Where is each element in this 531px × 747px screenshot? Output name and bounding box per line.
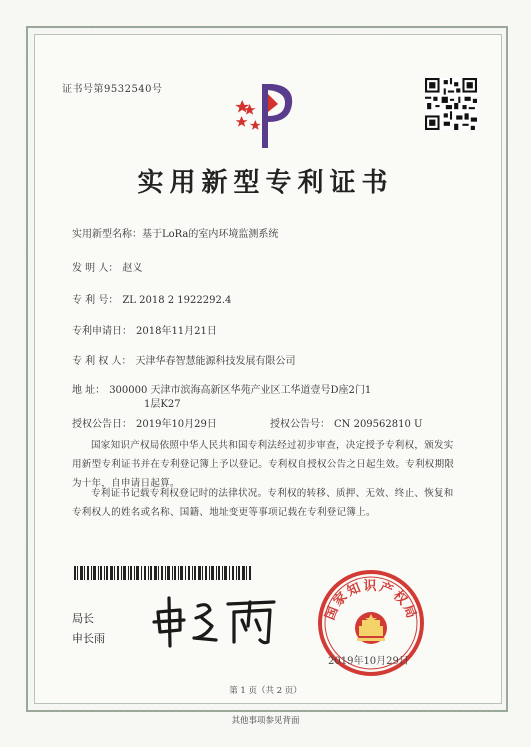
barcode-icon	[74, 566, 252, 580]
address-value-line2: 1层K27	[144, 399, 181, 410]
statement-paragraph-2: 专利证书记载专利权登记时的法律状况。专利权的转移、质押、无效、终止、恢复和专利权人的姓名或名称、国籍、地址变更等事项记载在专利登记簿上。	[72, 488, 454, 518]
qr-code-icon	[425, 78, 477, 130]
utility-model-name-row	[72, 225, 278, 240]
handwritten-signature	[150, 592, 280, 648]
footer-note: 其他事项参见背面	[231, 716, 300, 726]
certificate-number: 证书号第9532540号	[62, 84, 163, 95]
filing-date-row	[72, 322, 217, 337]
address-row-continued	[144, 395, 181, 410]
patent-number-label: 专 利 号：	[72, 295, 119, 306]
patent-number-value: ZL 2018 2 1922292.4	[122, 295, 232, 306]
inventor-label: 发 明 人：	[72, 263, 119, 274]
seal-date: 2019年10月29日	[328, 656, 409, 667]
patentee-row	[72, 352, 296, 367]
statement-paragraph-1: 国家知识产权局依照中华人民共和国专利法经过初步审查，决定授予专利权，颁发实用新型专利证书并在专利登记簿上予以登记。专利权自授权公告之日起生效。专利权期限为十年，自申请日起算。	[72, 440, 455, 489]
grant-number-label: 授权公告号：	[270, 419, 330, 430]
grant-number-value: CN 209562810 U	[334, 419, 423, 430]
page-number: 第 1 页（共 2 页）	[229, 686, 302, 696]
address-label: 地 址：	[72, 385, 106, 396]
patentee-value: 天津华春智慧能源科技发展有限公司	[135, 356, 296, 367]
director-title: 局长	[72, 612, 94, 625]
inventor-row	[72, 259, 142, 274]
filing-date-label: 专利申请日：	[72, 326, 132, 337]
address-value-line1: 300000 天津市滨海高新区华苑产业区工华道壹号D座2门1	[109, 385, 372, 396]
grant-date-value: 2019年10月29日	[136, 419, 217, 430]
utility-model-name-label: 实用新型名称：	[72, 229, 142, 240]
certificate-title: 实用新型专利证书	[137, 168, 394, 198]
director-name: 申长雨	[72, 632, 105, 645]
utility-model-name-value: 基于LoRa的室内环境监测系统	[142, 229, 279, 240]
grant-number-row	[270, 415, 422, 430]
filing-date-value: 2018年11月21日	[136, 326, 217, 337]
patent-number-row	[72, 291, 231, 306]
seal-text: 国家知识产权局	[322, 579, 420, 623]
grant-date-row	[72, 415, 217, 430]
inventor-value: 赵义	[122, 263, 143, 274]
grant-date-label: 授权公告日：	[72, 419, 132, 430]
cnipa-logo	[232, 78, 300, 152]
patentee-label: 专 利 权 人：	[72, 356, 132, 367]
address-row	[72, 381, 371, 396]
